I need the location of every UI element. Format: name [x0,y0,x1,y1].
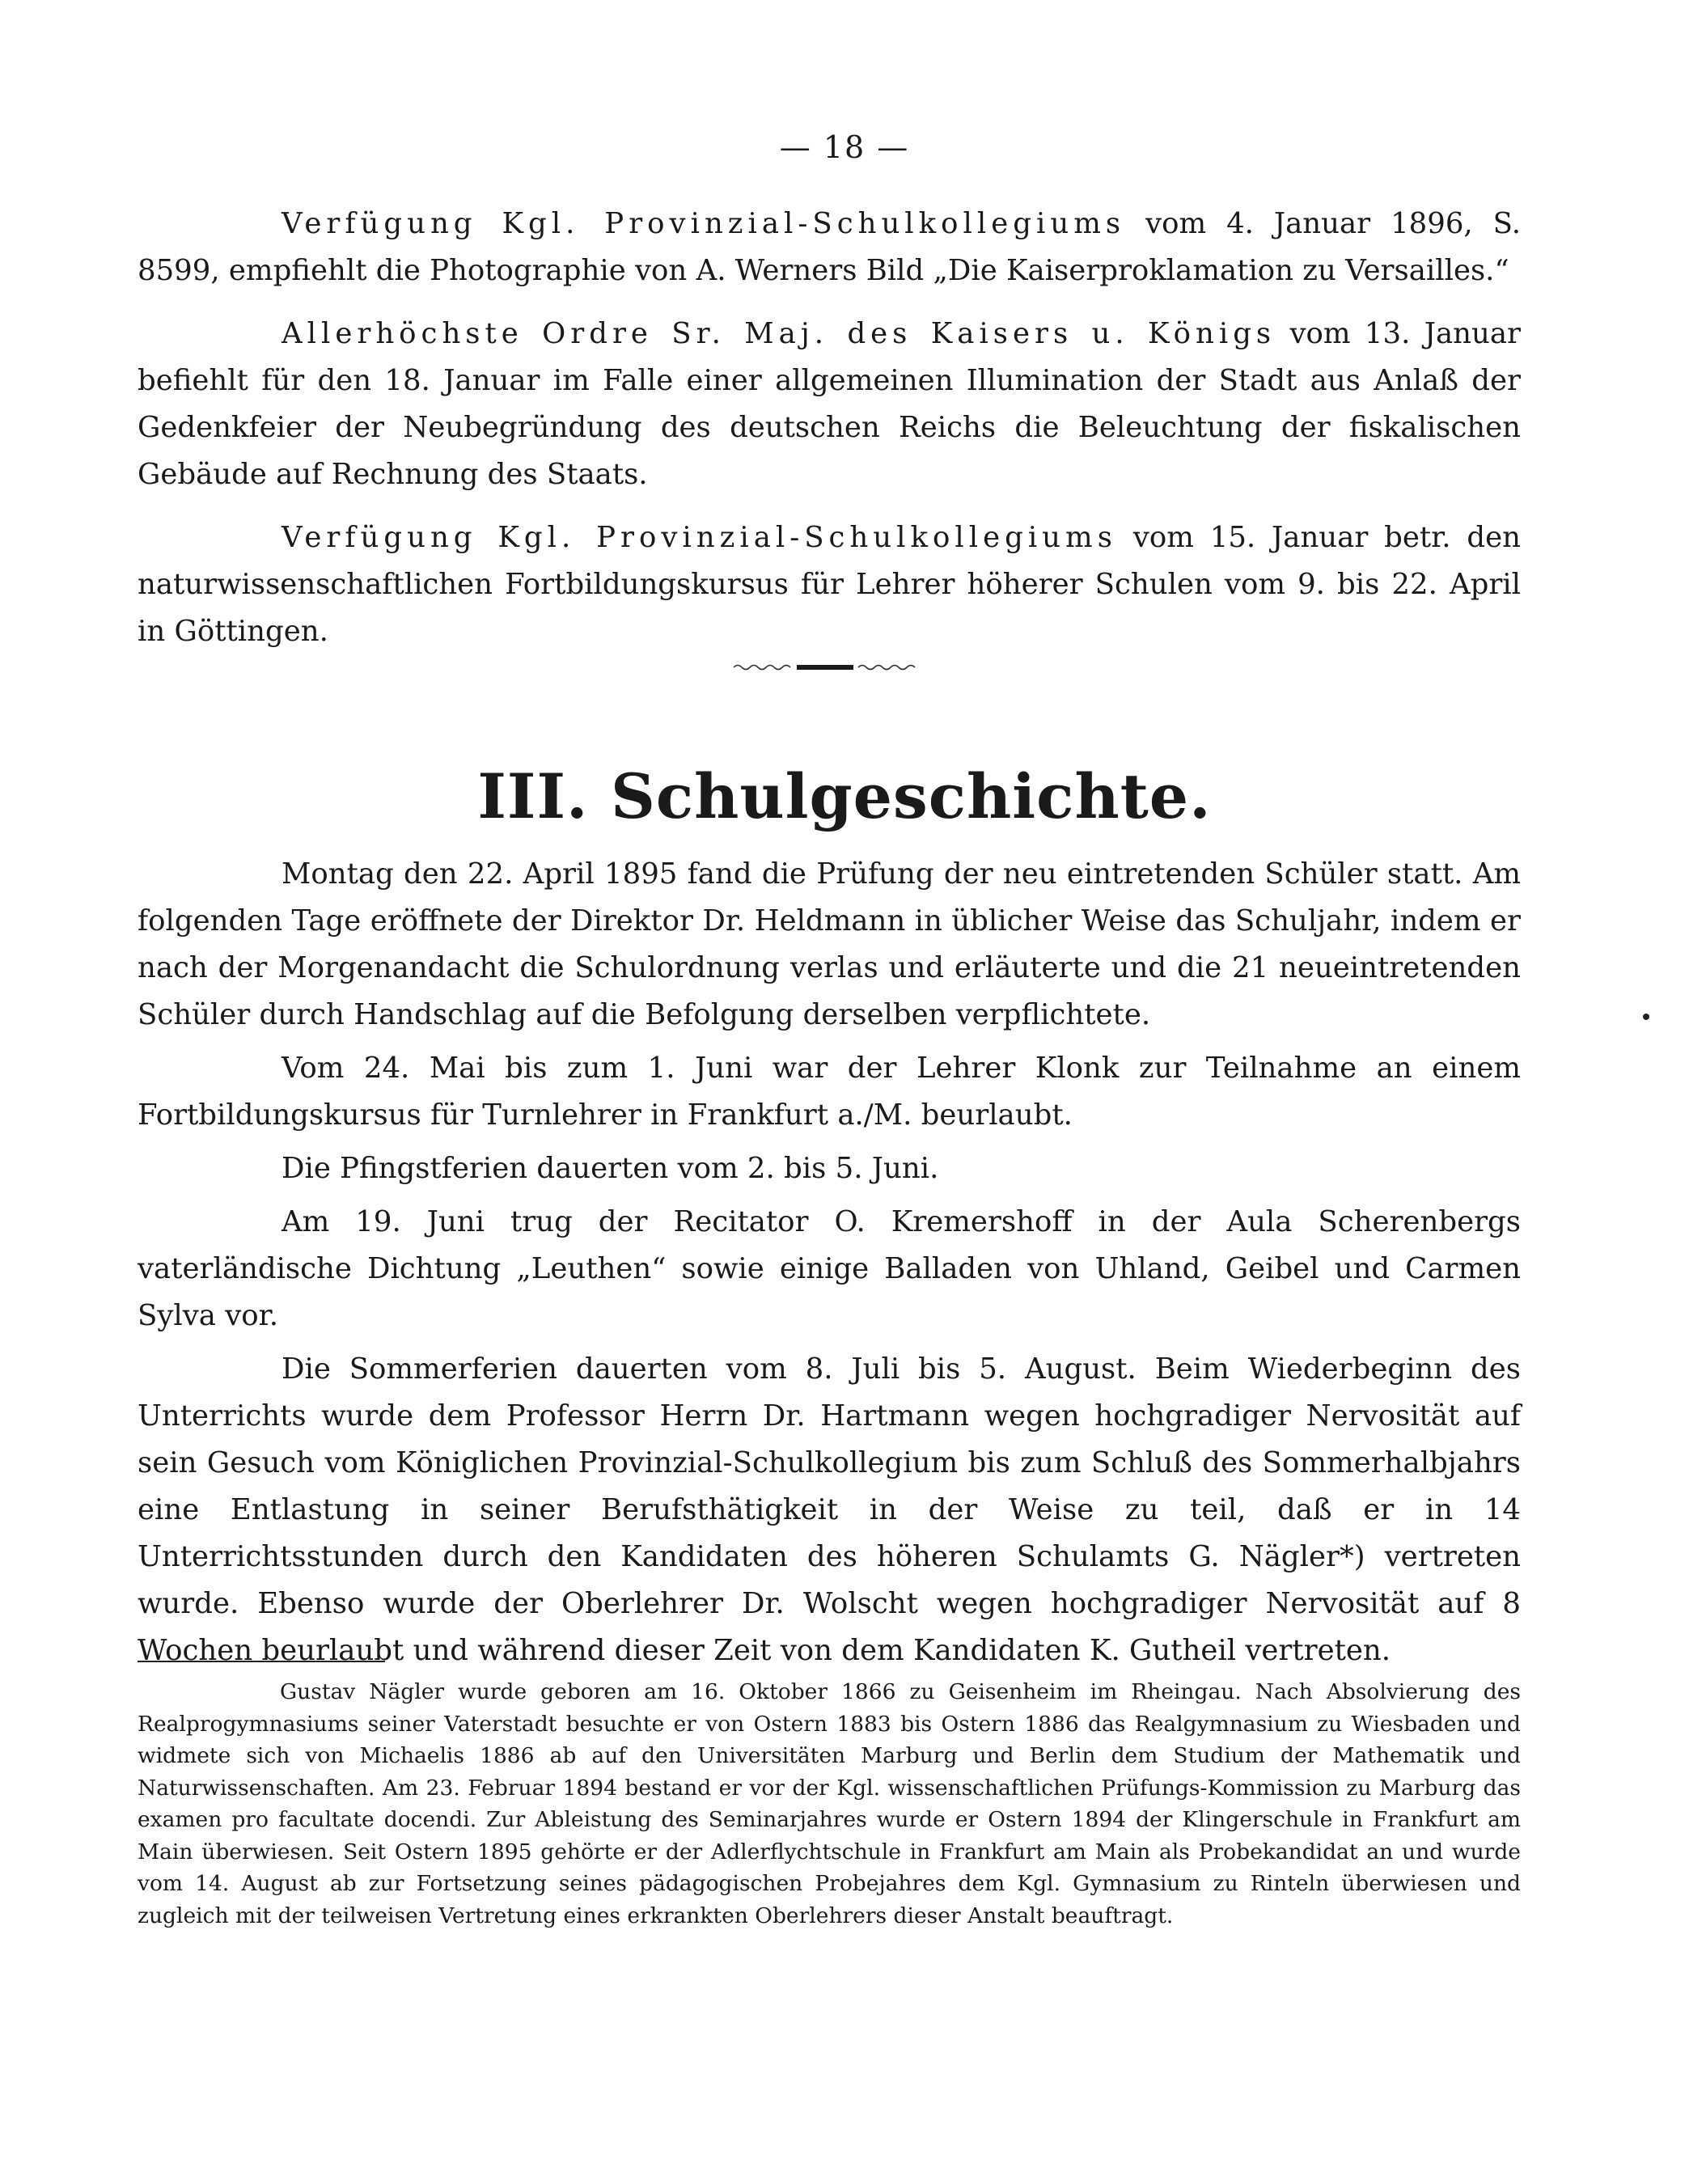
decree-paragraph [138,201,1521,294]
decree-text: vom 4. Januar 1896, S. 8599, empfiehlt die Photographie von A. Werners Bild „Die Kaiserproklamation zu Versailles.“ [138,207,1521,287]
history-paragraph: Montag den 22. April 1895 fand die Prüfung der neu eintretenden Schüler statt. Am folgenden Tage eröffnete der Direktor Dr. Heldmann in üblicher Weise das Schuljahr, indem er nach der Morgenandacht die Schulordnung verlas und erläuterte und die 21 neueintretenden Schüler durch Handschlag auf die Befolgung derselben verpflichtete. [138,857,1521,1031]
decree-lead: Verfügung Kgl. Provinzial-Schulkollegiums [282,207,1126,240]
history-paragraph: Die Pfingstferien dauerten vom 2. bis 5. Juni. [282,1152,939,1185]
section-heading: III. Schulgeschichte. [477,760,1212,832]
decree-lead: Verfügung Kgl. Provinzial-Schulkollegiums [282,521,1117,554]
history-paragraph: Die Sommerferien dauerten vom 8. Juli bis 5. August. Beim Wiederbeginn des Unterrichts wurde dem Professor Herrn Dr. Hartmann wegen hochgradiger Nervosität auf sein Gesuch vom Königlichen Provinzial-Schulkollegium bis zum Schluß des Sommerhalbjahrs eine Entlastung in seiner Berufsthätigkeit in der Weise zu teil, daß er in 14 Unterrichtsstunden durch den Kandidaten des höheren Schulamts G. Nägler*) vertreten wurde. Ebenso wurde der Oberlehrer Dr. Wolscht wegen hochgradiger Nervosität auf 8 Wochen beurlaubt und während dieser Zeit von dem Kandidaten K. Gutheil vertreten. [138,1352,1521,1667]
decrees-section [138,201,1521,655]
history-paragraph: Vom 24. Mai bis zum 1. Juni war der Lehrer Klonk zur Teilnahme an einem Fortbildungskursus für Turnlehrer in Frankfurt a./M. beurlaubt. [138,1052,1521,1132]
decree-text: vom 15. Januar betr. den naturwissenschaftlichen Fortbildungskursus für Lehrer höherer Schulen vom 9. bis 22. April in Göttingen. [138,521,1521,648]
history-paragraph: Am 19. Juni trug der Recitator O. Kremershoff in der Aula Scherenbergs vaterländische Dichtung „Leuthen“ sowie einige Balladen von Uhland, Geibel und Carmen Sylva vor. [138,1205,1521,1332]
decree-paragraph [138,311,1521,498]
school-history-section [138,851,1521,1674]
decree-paragraph [138,514,1521,655]
footnote: Gustav Nägler wurde geboren am 16. Oktober 1866 zu Geisenheim im Rheingau. Nach Absolvierung des Realprogymnasiums seiner Vaterstadt besuchte er von Ostern 1883 bis Ostern 1886 das Realgymnasium zu Wiesbaden und widmete sich von Michaelis 1886 ab auf den Universitäten Marburg und Berlin dem Studium der Mathematik und Naturwissenschaften. Am 23. Februar 1894 bestand er vor der Kgl. wissenschaftlichen Prüfungs-Kommission zu Marburg das examen pro facultate docendi. Zur Ableistung des Seminarjahres wurde er Ostern 1894 der Klingerschule in Frankfurt am Main überwiesen. Seit Ostern 1895 gehörte er der Adlerflychtschule in Frankfurt am Main als Probekandidat an und wurde vom 14. August ab zur Fortsetzung seines pädagogischen Probejahres dem Kgl. Gymnasium zu Rinteln überwiesen und zugleich mit der teilweisen Vertretung eines erkrankten Oberlehrers dieser Anstalt beauftragt. [138,1679,1521,1928]
ornamental-divider [732,662,918,673]
page-number: — 18 — [779,129,910,165]
margin-mark [1643,1014,1649,1020]
decree-lead: Allerhöchste Ordre Sr. Maj. des Kaisers u. Königs [282,317,1276,350]
footnote-rule [138,1661,385,1662]
decree-text: vom 13. Januar befiehlt für den 18. Januar im Falle einer allgemeinen Illumination der Stadt aus Anlaß der Gedenkfeier der Neubegründung des deutschen Reichs die Beleuchtung der fiskalischen Gebäude auf Rechnung des Staats. [138,317,1521,491]
ornament-graphic [732,662,918,673]
